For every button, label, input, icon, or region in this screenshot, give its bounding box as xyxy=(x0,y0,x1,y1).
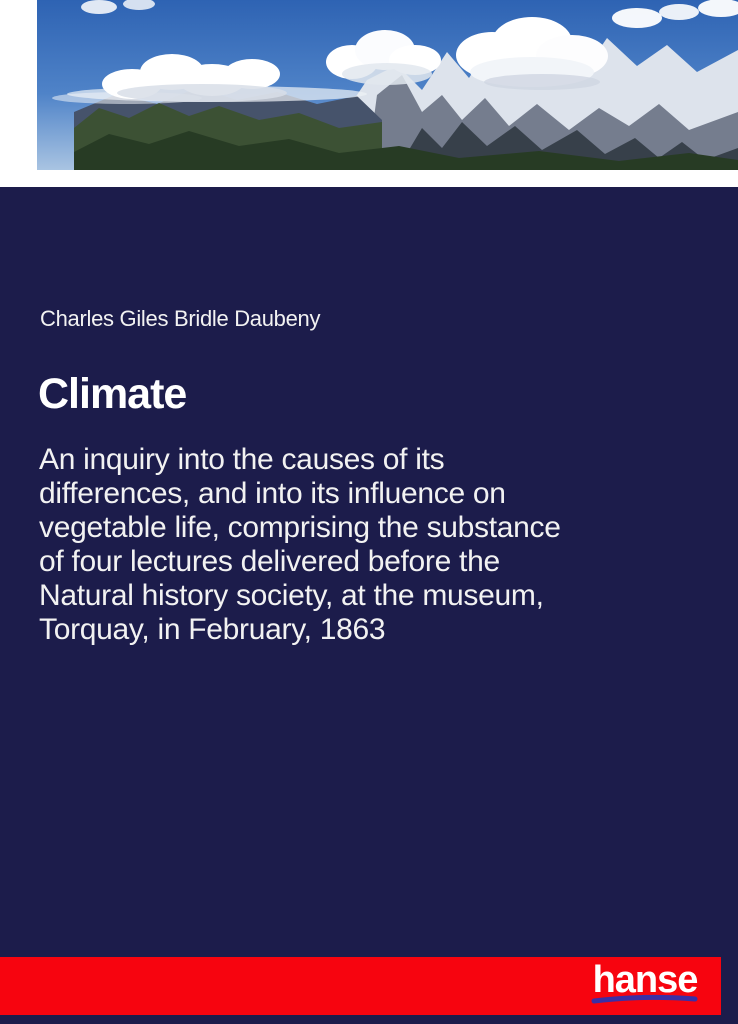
subtitle-line: vegetable life, comprising the substance xyxy=(39,511,561,544)
publisher-band xyxy=(0,957,721,1015)
mountain-panorama-illustration xyxy=(37,0,738,170)
subtitle-line: Natural history society, at the museum, xyxy=(39,579,544,612)
cover-photo xyxy=(37,0,738,170)
subtitle-line: differences, and into its influence on xyxy=(39,477,506,510)
book-subtitle xyxy=(39,443,704,647)
subtitle-line: An inquiry into the causes of its xyxy=(39,443,445,476)
subtitle-line: Torquay, in February, 1863 xyxy=(39,613,386,646)
author-name: Charles Giles Bridle Daubeny xyxy=(40,306,321,331)
subtitle-line: of four lectures delivered before the xyxy=(39,545,500,578)
publisher-logo-hanse xyxy=(590,961,700,1006)
publisher-logo-text: hanse xyxy=(592,959,698,1001)
book-title: Climate xyxy=(38,370,187,418)
